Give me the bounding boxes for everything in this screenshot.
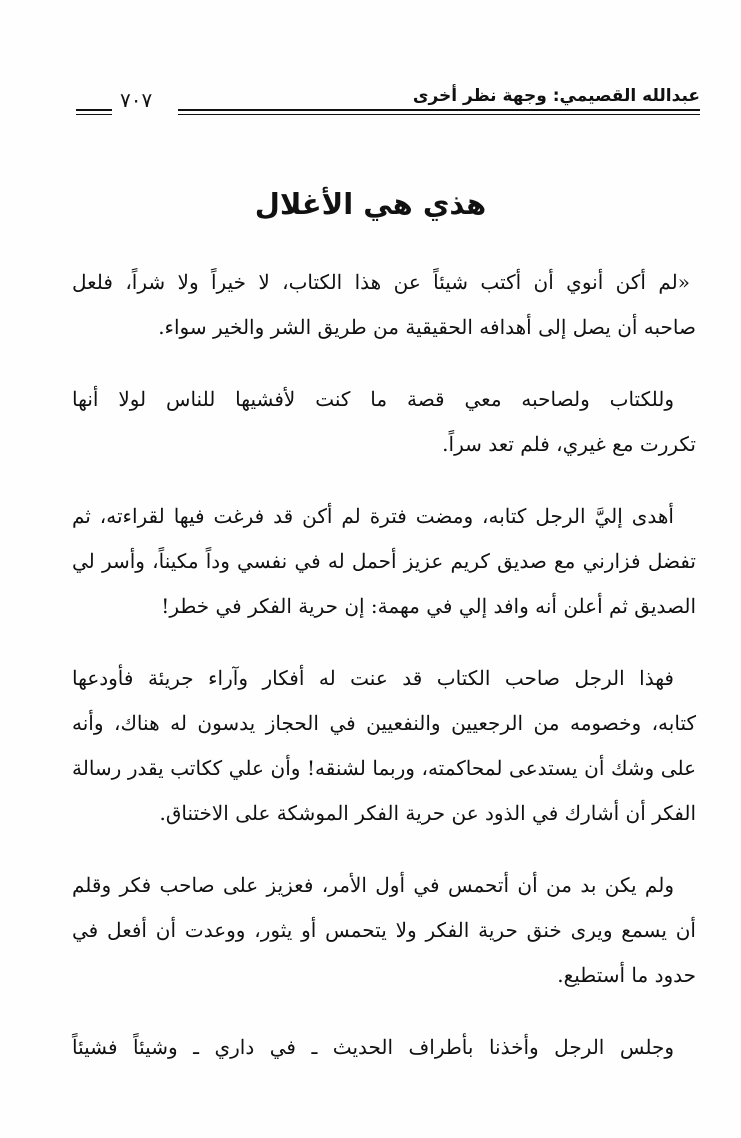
paragraph <box>72 1025 696 1070</box>
text-line: وللكتاب ولصاحبه معي قصة ما كنت لأفشيها للناس لولا أنها <box>72 387 674 411</box>
running-header <box>60 84 700 124</box>
header-rule <box>178 109 700 111</box>
page-number-rule-thin <box>76 114 112 115</box>
text-line: الفكر أن أشارك في الذود عن حرية الفكر الموشكة على الاختناق. <box>159 801 696 825</box>
text-line: كتابه، وخصومه من الرجعيين والنفعيين في الحجاز يدسون له هناك، وأنه <box>72 711 696 735</box>
text-line: وجلس الرجل وأخذنا بأطراف الحديث ـ في داري ـ وشيئاً فشيئاً <box>72 1035 674 1059</box>
text-line: أهدى إليَّ الرجل كتابه، ومضت فترة لم أكن قد فرغت فيها لقراءته، ثم <box>72 504 674 528</box>
paragraph <box>72 863 696 998</box>
paragraph <box>72 494 696 629</box>
text-line: تفضل فزارني مع صديق كريم عزيز أحمل له في نفسي وداً مكيناً، وأسر لي <box>72 549 696 573</box>
text-line: ولم يكن بد من أن أتحمس في أول الأمر، فعزيز على صاحب فكر وقلم <box>72 873 674 897</box>
text-line: تكررت مع غيري، فلم تعد سراً. <box>442 432 696 456</box>
page-number-rule <box>76 109 112 111</box>
body-text <box>72 260 696 1097</box>
text-line: «لم أكن أنوي أن أكتب شيئاً عن هذا الكتاب، لا خيراً ولا شراً، فلعل <box>72 270 690 294</box>
header-rule-thin <box>178 114 700 115</box>
text-line: صاحبه أن يصل إلى أهدافه الحقيقية من طريق الشر والخير سواء. <box>158 315 696 339</box>
paragraph <box>72 656 696 836</box>
text-line: أن يسمع ويرى خنق حرية الفكر ولا يتحمس أو يثور، ووعدت أن أفعل في <box>72 918 696 942</box>
text-line: الصديق ثم أعلن أنه وافد إلي في مهمة: إن حرية الفكر في خطر! <box>161 594 696 618</box>
chapter-title: هذي هي الأغلال <box>254 187 487 221</box>
paragraph <box>72 377 696 467</box>
text-line: فهذا الرجل صاحب الكتاب قد عنت له أفكار وآراء جريئة فأودعها <box>72 666 674 690</box>
page-number: ٧٠٧ <box>120 88 153 112</box>
text-line: على وشك أن يستدعى لمحاكمته، وربما لشنقه! وأن علي ككاتب يقدر رسالة <box>72 756 697 780</box>
text-line: حدود ما أستطيع. <box>557 963 696 987</box>
running-title: عبدالله القصيمي: وجهة نظر أخرى <box>412 86 700 106</box>
paragraph <box>72 260 696 350</box>
